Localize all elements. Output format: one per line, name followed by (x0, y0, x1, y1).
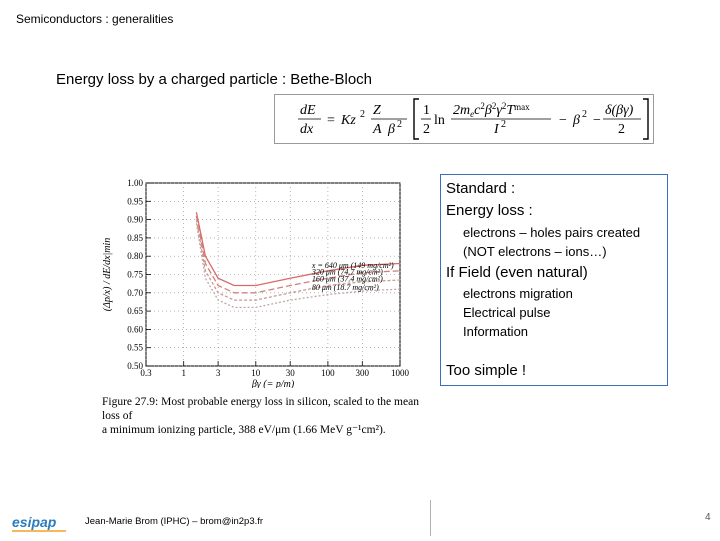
formula-minus-1: − (559, 113, 567, 128)
y-tick-label: 0.75 (127, 269, 143, 280)
y-tick-label: 0.80 (127, 251, 143, 262)
formula-delta-numerator: δ(βγ) (605, 103, 634, 118)
y-tick-label: 0.70 (127, 287, 143, 298)
info-standard: Standard : (446, 180, 516, 197)
formula-beta-exponent: 2 (397, 119, 402, 130)
x-axis-label: βγ (= p/m) (251, 379, 295, 388)
x-tick-label: 1000 (391, 368, 409, 378)
y-tick-label: 0.85 (127, 232, 143, 243)
x-tick-label: 10 (251, 368, 261, 378)
formula-half-denominator: 2 (423, 122, 430, 137)
esipap-logo (10, 512, 80, 536)
info-electrical-pulse: Electrical pulse (463, 305, 551, 320)
footer-divider (430, 500, 431, 536)
footer-credit: Jean-Marie Brom (IPHC) – brom@in2p3.fr (85, 516, 264, 527)
x-tick-label: 30 (285, 368, 295, 378)
formula-coefficient-exponent: 2 (360, 109, 365, 120)
formula-ln-numerator-c: c (474, 103, 481, 118)
formula-ln-numerator-t: T (506, 103, 515, 118)
x-tick-label: 3 (215, 368, 221, 378)
info-if-field: If Field (even natural) (446, 264, 588, 281)
svg-text:2mec2β2γ2Tmax (453, 101, 530, 119)
info-electron-hole-pairs: electrons – holes pairs created (463, 225, 641, 240)
formula-ln-numerator-gamma: γ (496, 103, 502, 118)
info-box (440, 174, 668, 386)
formula-ln-numerator-2m: 2m (453, 103, 471, 118)
figure-caption (102, 395, 432, 437)
formula-ln-numerator-c-exp: 2 (480, 101, 485, 111)
formula-lhs-denominator: dx (300, 122, 314, 137)
info-not-electron-ions: (NOT electrons – ions…) (463, 244, 607, 259)
y-tick-label: 0.90 (127, 214, 143, 225)
formula-beta: β (388, 122, 395, 137)
y-tick-label: 0.50 (127, 361, 143, 371)
formula-ln-denominator-exp: 2 (501, 119, 506, 130)
y-tick-label: 0.55 (127, 342, 143, 353)
formula-half-numerator: 1 (423, 103, 430, 118)
info-information: Information (463, 324, 529, 339)
bethe-bloch-formula (274, 94, 654, 144)
formula-ln: ln (434, 113, 445, 128)
formula-a-denominator: A (373, 122, 382, 137)
x-tick-label: 100 (321, 368, 335, 378)
slide-subtitle: Energy loss by a charged particle : Bethe-Bloch (56, 71, 373, 88)
x-tick-label: 1 (181, 368, 186, 378)
y-tick-label: 0.65 (127, 306, 143, 317)
esipap-logo-icon (10, 512, 80, 536)
series-label: 160 μm (37.4 mg/cm²) (311, 274, 383, 284)
energy-loss-plot (100, 178, 430, 388)
formula-ln-numerator-e: e (470, 109, 475, 119)
formula-lhs-numerator: dE (300, 103, 316, 118)
formula-delta-denominator: 2 (618, 122, 625, 137)
svg-text:esipap: esipap (12, 514, 57, 530)
y-axis-label: (Δp/x) / dE/dx|min (102, 237, 113, 312)
series-label: x = 640 μm (149 mg/cm²) (311, 260, 394, 270)
formula-coefficient: Kz (341, 113, 356, 128)
formula-ln-numerator-gamma-exp: 2 (501, 101, 507, 111)
x-tick-label: 0.3 (140, 368, 152, 378)
page-number: 4 (705, 512, 711, 523)
series-label: 80 μm (18.7 mg/cm²) (311, 283, 379, 293)
info-too-simple: Too simple ! (446, 362, 527, 379)
formula-ln-denominator: I (494, 122, 499, 137)
series-label: 320 μm (74.7 mg/cm²) (311, 267, 383, 277)
y-tick-label: 0.95 (127, 196, 143, 207)
formula-ln-numerator-beta: β (484, 103, 492, 118)
info-electrons-migration: electrons migration (463, 286, 573, 301)
energy-loss-chart (100, 178, 430, 388)
formula-beta-term: β (573, 113, 580, 128)
formula-beta-term-exponent: 2 (582, 109, 587, 120)
formula-z-numerator: Z (373, 103, 381, 118)
info-energy-loss: Energy loss : (446, 202, 533, 219)
x-tick-label: 300 (355, 368, 370, 378)
y-tick-label: 0.60 (127, 324, 143, 335)
formula-minus-2: − (593, 113, 601, 128)
y-tick-label: 1.00 (127, 178, 143, 188)
figure-caption-line-2: a minimum ionizing particle, 388 eV/μm (1.66 MeV g⁻¹cm²). (102, 424, 386, 436)
figure-caption-line-1: Figure 27.9: Most probable energy loss in silicon, scaled to the mean loss of (102, 396, 419, 422)
slide-title: Semiconductors : generalities (16, 12, 174, 26)
formula-equals: = (327, 113, 335, 128)
formula-ln-numerator-max: max (514, 102, 530, 112)
formula-ln-numerator-beta-exp: 2 (491, 101, 497, 111)
